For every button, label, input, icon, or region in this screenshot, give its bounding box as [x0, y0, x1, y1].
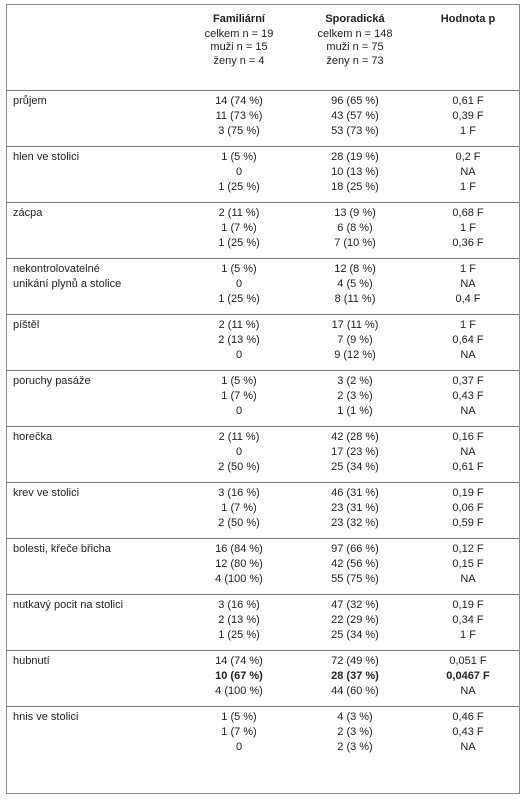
familiarni-cell: 1 (25 %)	[218, 181, 260, 193]
header-line: ženy n = 4	[213, 54, 265, 67]
familiarni-cell: 1 (7 %)	[221, 222, 257, 234]
row-divider	[7, 258, 519, 259]
sporadicka-cell: 28 (37 %)	[331, 670, 379, 682]
row-divider	[7, 650, 519, 651]
header-line: ženy n = 73	[326, 54, 384, 67]
row-label: krev ve stolici	[13, 487, 80, 499]
familiarni-cell: 4 (100 %)	[215, 685, 263, 697]
familiarni-cell: 1 (7 %)	[221, 726, 257, 738]
familiarni-cell: 0	[235, 741, 243, 753]
familiarni-cell: 1 (25 %)	[218, 629, 260, 641]
familiarni-cell: 0	[235, 166, 243, 178]
row-label: hubnutí	[13, 655, 50, 667]
pvalue-cell: 0,43 F	[452, 726, 484, 738]
familiarni-cell: 1 (5 %)	[221, 375, 257, 387]
sporadicka-cell: 6 (8 %)	[337, 222, 373, 234]
sporadicka-cell: 25 (34 %)	[331, 629, 379, 641]
sporadicka-cell: 4 (3 %)	[337, 711, 373, 723]
pvalue-cell: NA	[460, 685, 476, 697]
header-title: Familiární	[213, 13, 265, 25]
sporadicka-cell: 55 (75 %)	[331, 573, 379, 585]
pvalue-cell: 0,39 F	[452, 110, 484, 122]
header-line: celkem n = 19	[204, 27, 274, 40]
familiarni-cell: 1 (7 %)	[221, 390, 257, 402]
pvalue-cell: 0,051 F	[449, 655, 487, 667]
familiarni-cell: 2 (50 %)	[218, 517, 260, 529]
pvalue-cell: 0,46 F	[452, 711, 484, 723]
table-row	[7, 375, 519, 426]
row-divider	[7, 594, 519, 595]
sporadicka-cell: 10 (13 %)	[331, 166, 379, 178]
pvalue-cell: 1 F	[460, 222, 476, 234]
sporadicka-cell: 2 (3 %)	[337, 726, 373, 738]
sporadicka-cell: 46 (31 %)	[331, 487, 379, 499]
familiarni-cell: 0	[235, 405, 243, 417]
pvalue-cell: 0,36 F	[452, 237, 484, 249]
pvalue-cell: 0,34 F	[452, 614, 484, 626]
sporadicka-cell: 25 (34 %)	[331, 461, 379, 473]
sporadicka-cell: 42 (56 %)	[331, 558, 379, 570]
pvalue-cell: NA	[460, 278, 476, 290]
header-pvalue	[425, 13, 511, 93]
sporadicka-cell: 97 (66 %)	[331, 543, 379, 555]
sporadicka-cell: 13 (9 %)	[334, 207, 376, 219]
familiarni-cell: 0	[235, 278, 243, 290]
familiarni-cell: 3 (16 %)	[218, 599, 260, 611]
familiarni-cell: 1 (5 %)	[221, 263, 257, 275]
pvalue-cell: 1 F	[460, 319, 476, 331]
sporadicka-cell: 17 (23 %)	[331, 446, 379, 458]
pvalue-cell: 0,59 F	[452, 517, 484, 529]
table-row	[7, 599, 519, 650]
row-label: průjem	[13, 95, 47, 107]
familiarni-cell: 0	[235, 349, 243, 361]
familiarni-cell: 1 (5 %)	[221, 711, 257, 723]
pvalue-cell: 0,37 F	[452, 375, 484, 387]
familiarni-cell: 14 (74 %)	[215, 655, 263, 667]
sporadicka-cell: 44 (60 %)	[331, 685, 379, 697]
sporadicka-cell: 2 (3 %)	[337, 390, 373, 402]
pvalue-cell: 0,4 F	[455, 293, 481, 305]
familiarni-cell: 2 (50 %)	[218, 461, 260, 473]
sporadicka-cell: 8 (11 %)	[334, 293, 376, 305]
row-divider	[7, 426, 519, 427]
pvalue-cell: 0,12 F	[452, 543, 484, 555]
familiarni-cell: 3 (75 %)	[218, 125, 260, 137]
header-line: celkem n = 148	[317, 27, 393, 40]
row-divider	[7, 146, 519, 147]
sporadicka-cell: 9 (12 %)	[334, 349, 376, 361]
pvalue-cell: 0,19 F	[452, 599, 484, 611]
pvalue-cell: 1 F	[460, 181, 476, 193]
familiarni-cell: 1 (5 %)	[221, 151, 257, 163]
row-divider	[7, 90, 519, 91]
table-row	[7, 711, 519, 762]
pvalue-cell: NA	[460, 166, 476, 178]
pvalue-cell: 1 F	[460, 125, 476, 137]
header-line: muži n = 75	[326, 41, 384, 53]
row-divider	[7, 538, 519, 539]
sporadicka-cell: 12 (8 %)	[334, 263, 376, 275]
pvalue-cell: 0,16 F	[452, 431, 484, 443]
row-divider	[7, 706, 519, 707]
familiarni-cell: 2 (13 %)	[218, 334, 260, 346]
sporadicka-cell: 53 (73 %)	[331, 125, 379, 137]
pvalue-cell: 0,61 F	[452, 461, 484, 473]
pvalue-cell: NA	[460, 405, 476, 417]
pvalue-cell: NA	[460, 349, 476, 361]
pvalue-cell: NA	[460, 741, 476, 753]
pvalue-cell: 0,0467 F	[446, 670, 490, 682]
sporadicka-cell: 2 (3 %)	[337, 741, 373, 753]
familiarni-cell: 1 (25 %)	[218, 293, 260, 305]
table-row	[7, 207, 519, 258]
familiarni-cell: 1 (7 %)	[221, 502, 257, 514]
sporadicka-cell: 28 (19 %)	[331, 151, 379, 163]
table-row	[7, 319, 519, 370]
familiarni-cell: 16 (84 %)	[215, 543, 263, 555]
table-row	[7, 543, 519, 594]
row-divider	[7, 314, 519, 315]
pvalue-cell: 0,68 F	[452, 207, 484, 219]
pvalue-cell: 0,64 F	[452, 334, 484, 346]
sporadicka-cell: 17 (11 %)	[331, 319, 379, 331]
sporadicka-cell: 4 (5 %)	[337, 278, 373, 290]
row-label: hlen ve stolici	[13, 151, 80, 163]
familiarni-cell: 12 (80 %)	[215, 558, 263, 570]
pvalue-cell: NA	[460, 446, 476, 458]
familiarni-cell: 0	[235, 446, 243, 458]
familiarni-cell: 10 (67 %)	[215, 670, 263, 682]
sporadicka-cell: 7 (9 %)	[337, 334, 373, 346]
familiarni-cell: 14 (74 %)	[215, 95, 263, 107]
sporadicka-cell: 22 (29 %)	[331, 614, 379, 626]
familiarni-cell: 2 (13 %)	[218, 614, 260, 626]
sporadicka-cell: 96 (65 %)	[331, 95, 379, 107]
pvalue-cell: 0,61 F	[452, 95, 484, 107]
sporadicka-cell: 43 (57 %)	[331, 110, 379, 122]
table-row	[7, 263, 519, 314]
sporadicka-cell: 72 (49 %)	[331, 655, 379, 667]
familiarni-cell: 2 (11 %)	[218, 431, 260, 443]
table-row	[7, 151, 519, 202]
familiarni-cell: 4 (100 %)	[215, 573, 263, 585]
familiarni-cell: 2 (11 %)	[218, 319, 260, 331]
header-title: Hodnota p	[440, 13, 496, 25]
header-line: muži n = 15	[210, 41, 268, 53]
pvalue-cell: 0,43 F	[452, 390, 484, 402]
header-sporadicka	[305, 13, 405, 93]
familiarni-cell: 1 (25 %)	[218, 237, 260, 249]
row-label: horečka	[13, 431, 53, 443]
sporadicka-cell: 47 (32 %)	[331, 599, 379, 611]
sporadicka-cell: 3 (2 %)	[337, 375, 373, 387]
table-row	[7, 431, 519, 482]
table-row	[7, 95, 519, 146]
pvalue-cell: 0,2 F	[455, 151, 481, 163]
header-title: Sporadická	[325, 13, 385, 25]
pvalue-cell: 0,19 F	[452, 487, 484, 499]
table-row	[7, 655, 519, 706]
pvalue-cell: NA	[460, 573, 476, 585]
row-label: poruchy pasáže	[13, 375, 91, 387]
sporadicka-cell: 18 (25 %)	[331, 181, 379, 193]
table-row	[7, 487, 519, 538]
sporadicka-cell: 7 (10 %)	[334, 237, 376, 249]
row-label: nekontrolovatelné	[13, 263, 100, 275]
data-table	[6, 4, 520, 794]
row-divider	[7, 370, 519, 371]
pvalue-cell: 1 F	[460, 263, 476, 275]
pvalue-cell: 0,06 F	[452, 502, 484, 514]
row-label: hnis ve stolici	[13, 711, 79, 723]
familiarni-cell: 3 (16 %)	[218, 487, 260, 499]
familiarni-cell: 2 (11 %)	[218, 207, 260, 219]
sporadicka-cell: 42 (28 %)	[331, 431, 379, 443]
pvalue-cell: 1 F	[460, 629, 476, 641]
familiarni-cell: 11 (73 %)	[215, 110, 263, 122]
sporadicka-cell: 23 (31 %)	[331, 502, 379, 514]
row-label: zácpa	[13, 207, 43, 219]
row-label: bolesti, křeče břicha	[13, 543, 111, 555]
row-label: píštěl	[13, 319, 40, 331]
row-divider	[7, 482, 519, 483]
row-label: nutkavý pocit na stolici	[13, 599, 124, 611]
header-familiarni	[189, 13, 289, 93]
row-label: unikání plynů a stolice	[13, 278, 122, 290]
row-divider	[7, 202, 519, 203]
sporadicka-cell: 23 (32 %)	[331, 517, 379, 529]
sporadicka-cell: 1 (1 %)	[337, 405, 373, 417]
pvalue-cell: 0,15 F	[452, 558, 484, 570]
